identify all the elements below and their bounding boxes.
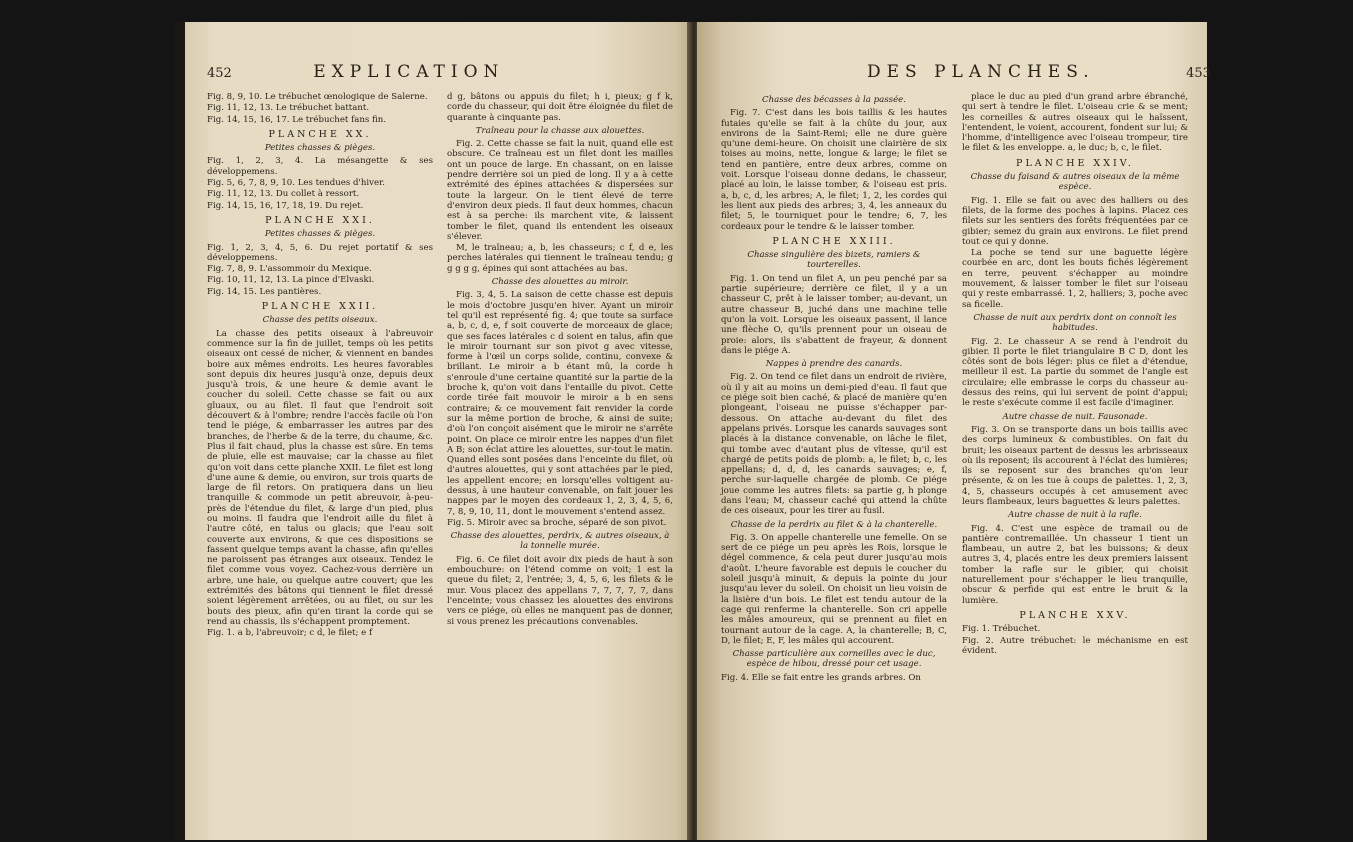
paragraph: Fig. 3, 4, 5. La saison de cette chasse est depuis le mois d'octobre jusqu'en hiver. Ayant un miroir tel qu'il est représenté fig. 4; que toute sa surface a, b, c, d, e, f soit couverte de morceaux de glace; que ses faces latérales c d soient en talus, afin que le miroir tournant sur son pivot g avec vitesse, forme à l'œil un corps solide, continu, convexe & brillant. Le miroir a b étant mû, la corde h s'enroule d'une certaine quantité sur la partie de la broche k, qu'on voit dans l'entaille du pivot. Cette corde tirée fait mouvoir le miroir a b en sens contraire; & ce mouvement fait renvider la corde sur la même portion de broche, & ainsi de suite; d'où l'on conçoit aisément que le miroir ne s'arrête point. On place ce miroir entre les nappes d'un filet A B; son éclat attire les alouettes, sur-tout le matin. Quand elles sont posées dans l'enceinte du filet, où d'autres alouettes, qui y sont attachées par le pied, les appellent encore; en lorsqu'elles voltigent au-dessus, à une hauteur convenable, on fait jouer les nappes par le moyen des cordeaux 1, 2, 3, 4, 5, 6, 7, 8, 9, 10, 11, dont le mouvement s'entend assez.: [447, 290, 673, 517]
running-head-title: DES PLANCHES.: [867, 62, 1095, 82]
right-column-2: [962, 92, 1188, 827]
figure-entry: Fig. 8, 9, 10. Le trébuchet œnologique de Salerne.: [207, 92, 428, 102]
figure-entry: Fig. 7, 8, 9. L'assommoir du Mexique.: [207, 264, 372, 275]
paragraph: Fig. 6. Ce filet doit avoir dix pieds de haut à son embouchure: on l'étend comme on voit; 1 est la queue du filet; 2, l'entrée; 3, 4, 5, 6, les filets & le mur. Vous placez des appellans 7, 7, 7, 7, 7, dans l'enceinte; vous chassez les alouettes des environs vers ce piége, où elles ne manquent pas de donner, si vous prenez les précautions convenables.: [447, 554, 673, 627]
section-title: Traîneau pour la chasse aux alouettes.: [475, 125, 645, 136]
section-title: Chasse des bécasses à la passée.: [762, 95, 906, 105]
plate-heading: PLANCHE XXII.: [261, 301, 379, 313]
figure-entry: Fig. 14, 15, 16, 17, 18, 19. Du rejet.: [207, 200, 364, 211]
paragraph: M, le traîneau; a, b, les chasseurs; c f, d e, les perches latérales qui tiennent le traîneau tendu; g g g g g, épines qui sont attachées au bas.: [447, 243, 673, 274]
paragraph: Fig. 7. C'est dans les bois taillis & les hautes futaies qu'elle se fait à la chûte du jour, aux environs de la Saint-Remi; elle ne dure guère qu'une demi-heure. On choisit une clairière de six toises au moins, nette, longue & large; le filet se tend en pantière, entre deux arbres, comme on voit. Lorsque l'oiseau donne dedans, le chasseur, placé au loin, le laisse tomber, & l'oiseau est pris. a, b, c, d, les arbres; A, le filet; 1, 2, les cordes qui les lient aux pieds des arbres; 3, 4, les anneaux du filet; 5, le tourniquet pour le tendre; 6, 7, les cordeaux pour le tendre & le laisser tomber.: [721, 108, 947, 232]
section-title: Chasse particulière aux corneilles avec le duc, espèce de hibou, dressé pour cet usage.: [732, 649, 936, 670]
paragraph: Fig. 2. Le chasseur A se rend à l'endroit du gibier. Il porte le filet triangulaire B C D, dont les côtés sont de bois léger: plus ce filet a d'étendue, meilleur il est. La partie du sommet de l'angle est circulaire; elle embrasse le corps du chasseur au-dessus des reins, qui lui servent de point d'appui; le reste s'exécute comme il est facile d'imaginer.: [962, 336, 1188, 409]
section-title: Chasse de nuit aux perdrix dont on connoît les habitudes.: [973, 312, 1177, 334]
left-column-2: [447, 92, 673, 827]
left-page: [185, 22, 695, 840]
page-number: 452: [207, 66, 232, 81]
paragraph: Fig. 2. On tend ce filet dans un endroit de rivière, où il y ait au moins un demi-pied d'eau. Il faut que ce piége soit bien caché, & placé de manière qu'en plongeant, l'oiseau ne puisse s'échapper par-dessous. On attache au-devant du filet des appelans privés. Lorsque les canards sauvages sont placés à la distance convenable, on lâche le filet, qui tombe avec d'autant plus de vîtesse, qu'il est chargé de petits poids de plomb: a, le filet; b, c, les appellans; d, d, d, les canards sauvages; e, f, perche sur-laquelle chargée de plomb. Ce piége joue comme les autres filets: sa partie g, h plonge dans l'eau; M, chasseur caché qui attend la chûte de ces oiseaux, pour les tirer au fusil.: [721, 372, 947, 517]
right-column-1: [721, 92, 947, 827]
plate-heading: PLANCHE XX.: [268, 128, 372, 140]
plate-heading: PLANCHE XXI.: [265, 214, 375, 226]
figure-entry: Fig. 2. Autre trébuchet: le méchanisme en est évident.: [962, 635, 1188, 656]
paragraph: La chasse des petits oiseaux à l'abreuvoir commence sur la fin de juillet, temps où les petits oiseaux ont cessé de nicher, & viennent en bandes boire aux mêmes endroits. Les heures favorables sont depuis dix heures jusqu'à onze, depuis deux jusqu'à trois, & une heure & demie avant le coucher du soleil. Cette chasse se fait ou aux gluaux, ou au filet. Il faut que l'endroit soit découvert & à l'ombre; rendre l'accès facile où l'on tend le piége, & embarrasser les autres par des branches, de l'herbe & de la terre, du chaume, &c. Plus il fait chaud, plus la chasse est sûre. En tems de pluie, elle est mauvaise; car la chasse au filet qu'on voit dans cette planche XXII. Le filet est long d'une aune & demie, ou environ, sur trois quarts de large de fil retors. On pratiquera dans un lieu tranquille & commode un petit abreuvoir, à-peu-près de l'étendue du filet, & large d'un pied, plus ou moins. Il faudra que l'endroit aille du filet à l'autre côté, en talus ou glacis; que l'eau soit couverte aux environs, & que ces dispositions se fassent quelque temps avant la chasse, afin qu'elles ne paroissent pas étranges aux oiseaux. Tendez le filet comme vous voyez. Cachez-vous derrière un arbre, une haie, ou quelque autre couvert; que les extrémités des bâtons qui tiennent le filet dressé soient légèrement arrêtées, ou au filet, ou sur les bouts des pieux, afin qu'en tirant la corde qui se rend au chassis, ils s'échappent promptement.: [207, 328, 433, 627]
section-title: Chasse des alouettes, perdrix, & autres oiseaux, à la tonnelle murée.: [450, 531, 670, 552]
paragraph: place le duc au pied d'un grand arbre ébranché, qui sert à tendre le filet. L'oiseau crie & se ment; les corneilles & autres oiseaux qui le haïssent, l'entendent, le voient, accourent, fondent sur lui; & l'homme, d'intelligence avec l'oiseau trompeur, tire le filet & les enveloppe. a, le duc; b, c, le filet.: [962, 92, 1188, 154]
figure-entry: Fig. 1. Trébuchet.: [962, 624, 1041, 635]
paragraph: Fig. 1. On tend un filet A, un peu penché par sa partie supérieure; derrière ce filet, il y a un chasseur C, prêt à le laisser tomber; au-devant, un autre chasseur B, juché dans une machine telle qu'on la voit. Lorsque les oiseaux passent, il lance une flèche O, qu'ils prennent pour un oiseau de proie: alors, ils s'abattent de frayeur, & donnent dans le piége A.: [721, 273, 947, 356]
running-head-title: EXPLICATION: [313, 62, 505, 82]
plate-heading: PLANCHE XXIV.: [1016, 157, 1134, 169]
section-title: Petites chasses & pièges.: [264, 143, 376, 154]
section-title: Autre chasse de nuit à la rafle.: [1008, 510, 1142, 521]
section-title: Chasse des alouettes au miroir.: [491, 277, 629, 288]
paragraph: La poche se tend sur une baguette légère courbée en arc, dont les bouts fichés légèrement en terre, peuvent s'échapper au moindre mouvement, & laisser tomber le filet sur l'oiseau qui y reste embarrassé. 1, 2, halliers; 3, poche avec sa ficelle.: [962, 248, 1188, 310]
paragraph: Fig. 3. On appelle chanterelle une femelle. On se sert de ce piége un peu après les Rois, lorsque le dégel commence, & cela peut durer jusqu'au mois d'août. L'heure favorable est depuis le coucher du soleil jusqu'à minuit, & depuis la pointe du jour jusqu'au lever du soleil. On choisit un lieu voisin de la lisière d'un bois. Le filet est tendu autour de la cage qui renferme la chanterelle. Son cri appelle les mâles amoureux, qui se prennent au filet en tournant autour de la cage. A, la chanterelle; B, C, D, le filet; E, F, les mâles qui accourent.: [721, 532, 947, 646]
right-page: [697, 22, 1211, 840]
section-title: Chasse du faisand & autres oiseaux de la même espèce.: [970, 172, 1180, 193]
figure-entry: Fig. 14, 15. Les pantières.: [207, 286, 322, 297]
plate-heading: PLANCHE XXIII.: [772, 235, 896, 247]
page-number: 453: [1186, 66, 1211, 81]
paragraph: Fig. 4. C'est une espèce de tramail ou de pantière contremaillée. Un chasseur 1 tient un flambeau, un autre 2, bat les buissons; & deux autres 3, 4, placés entre les deux premiers laissent tomber la rafle sur le gibier, qui choisit naturellement pour s'échapper le lieu tranquille, obscur & perfide qui est entre le bruit & la lumière.: [962, 523, 1188, 606]
figure-entry: Fig. 11, 12, 13. Le trébuchet battant.: [207, 103, 370, 114]
left-column-1: [207, 92, 433, 827]
plate-heading: PLANCHE XXV.: [1019, 609, 1131, 621]
section-title: Chasse des petits oiseaux.: [262, 315, 378, 326]
section-title: Chasse singulière des bizets, ramiers & tourterelles.: [747, 250, 921, 271]
left-running-head: [207, 62, 504, 82]
figure-entry: Fig. 4. Elle se fait entre les grands arbres. On: [721, 672, 921, 683]
figure-entry: Fig. 1, 2, 3, 4. La mésangette & ses développemens.: [207, 156, 433, 177]
figure-entry: Fig. 1, 2, 3, 4, 5, 6. Du rejet portatif & ses développemens.: [207, 242, 433, 263]
figure-entry: Fig. 14, 15, 16, 17. Le trébuchet fans fin.: [207, 114, 387, 125]
section-title: Autre chasse de nuit. Fausonade.: [1002, 411, 1148, 422]
figure-entry: d g, bâtons ou appuis du filet; h i, pieux; g f k, corde du chasseur, qui doit être éloignée du filet de quarante à cinquante pas.: [447, 92, 673, 123]
section-title: Nappes à prendre des canards.: [765, 359, 903, 370]
paragraph: Fig. 1. Elle se fait ou avec des halliers ou des filets, de la forme des poches à lapins. Placez ces filets sur les sentiers des forêts fréquentées par ce gibier; semez du grain aux environs. Le filet prend tout ce qui y donne.: [962, 195, 1188, 247]
figure-entry: Fig. 5. Miroir avec sa broche, séparé de son pivot.: [447, 517, 667, 528]
paragraph: Fig. 3. On se transporte dans un bois taillis avec des corps lumineux & combustibles. On fait du bruit; les oiseaux partent de dessus les arbrisseaux où ils reposent; ils accourent à l'éclat des lumières; ils se reposent sur des branches qu'on leur présente, & on les tue à coups de palettes. 1, 2, 3, 4, 5, chasseurs occupés à cet amusement avec leurs flambeaux, leurs baguettes & leurs palettes.: [962, 424, 1188, 507]
figure-entry: Fig. 5, 6, 7, 8, 9, 10. Les tendues d'hiver.: [207, 178, 385, 189]
figure-entry: Fig. 11, 12, 13. Du collet à ressort.: [207, 189, 360, 200]
open-book: [175, 22, 1211, 840]
section-title: Chasse de la perdrix au filet & à la chanterelle.: [730, 519, 938, 530]
right-running-head: [867, 62, 1221, 82]
figure-entry: Fig. 1. a b, l'abreuvoir; c d, le filet; e f: [207, 628, 373, 639]
figure-entry: Fig. 10, 11, 12, 13. La pince d'Elvaski.: [207, 275, 375, 286]
paragraph: Fig. 2. Cette chasse se fait la nuit, quand elle est obscure. Ce traîneau est un filet dont les mailles ont un pouce de large. En chassant, on en laisse pendre derrière soi un pied de long. Il y a à cette extrémité des épines attachées & dispersées sur toute la largeur. On le tient élevé de terre d'environ deux pieds. Il faut deux hommes, chacun est à sa perche: ils marchent vite, & laissent tomber le filet, quand ils entendent les oiseaux s'élever.: [447, 139, 673, 242]
section-title: Petites chasses & pièges.: [264, 229, 376, 240]
